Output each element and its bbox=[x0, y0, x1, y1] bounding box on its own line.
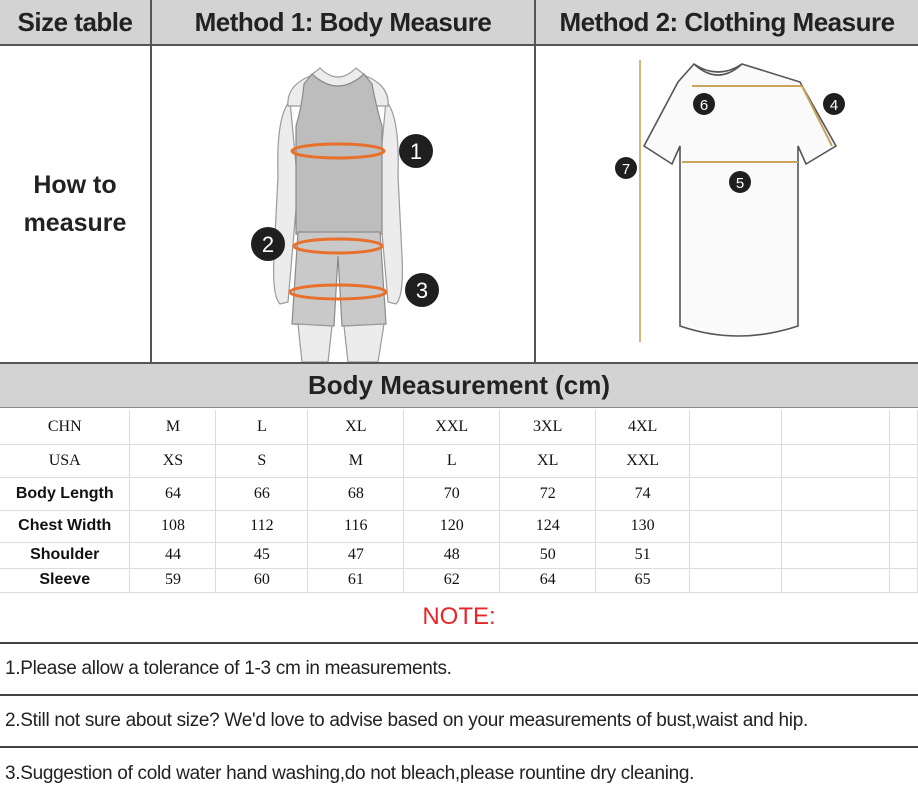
table-cell: S bbox=[216, 444, 308, 477]
table-cell: 116 bbox=[308, 510, 404, 542]
row-label: CHN bbox=[0, 410, 130, 444]
how-to-label: How to bbox=[33, 171, 117, 199]
method1-title: Method 1: Body Measure bbox=[194, 6, 492, 37]
table-cell: 68 bbox=[308, 477, 404, 510]
measure-label: measure bbox=[23, 209, 127, 237]
table-row bbox=[0, 510, 918, 542]
table-cell: M bbox=[130, 410, 216, 444]
empty-cell bbox=[782, 410, 890, 444]
svg-text:2: 2 bbox=[261, 232, 275, 257]
table-row bbox=[0, 410, 918, 444]
body-measure-panel bbox=[152, 46, 536, 362]
svg-text:7: 7 bbox=[621, 161, 631, 178]
body-measurement-band bbox=[0, 362, 918, 408]
table-cell: 64 bbox=[500, 568, 596, 592]
empty-cell bbox=[690, 444, 782, 477]
table-cell: M bbox=[308, 444, 404, 477]
table-cell: L bbox=[216, 410, 308, 444]
table-cell: 112 bbox=[216, 510, 308, 542]
table-cell: XS bbox=[130, 444, 216, 477]
note-item-3: 3.Suggestion of cold water hand washing,do not bleach,please rountine dry cleaning. bbox=[0, 746, 918, 800]
table-cell: 64 bbox=[130, 477, 216, 510]
clothing-measure-panel bbox=[536, 46, 918, 362]
table-cell: 48 bbox=[404, 542, 500, 568]
row-label: USA bbox=[0, 444, 130, 477]
table-cell: 74 bbox=[596, 477, 690, 510]
table-cell: 44 bbox=[130, 542, 216, 568]
size-table bbox=[0, 410, 918, 593]
size-table-title: Size table bbox=[17, 6, 133, 37]
table-cell: 45 bbox=[216, 542, 308, 568]
method2-header bbox=[536, 0, 918, 46]
marker-4 bbox=[823, 93, 845, 115]
notes-section bbox=[0, 592, 918, 800]
table-cell: L bbox=[404, 444, 500, 477]
table-cell: 130 bbox=[596, 510, 690, 542]
empty-cell bbox=[690, 410, 782, 444]
svg-text:1: 1 bbox=[409, 139, 423, 164]
table-cell: XL bbox=[500, 444, 596, 477]
table-row bbox=[0, 477, 918, 510]
table-cell: 66 bbox=[216, 477, 308, 510]
table-cell: 61 bbox=[308, 568, 404, 592]
marker-1 bbox=[399, 134, 433, 168]
note-item-1: 1.Please allow a tolerance of 1-3 cm in measurements. bbox=[0, 642, 918, 694]
table-cell: 70 bbox=[404, 477, 500, 510]
svg-text:6: 6 bbox=[699, 97, 709, 114]
table-cell: 47 bbox=[308, 542, 404, 568]
empty-cell bbox=[782, 477, 890, 510]
table-cell: 62 bbox=[404, 568, 500, 592]
table-cell: 59 bbox=[130, 568, 216, 592]
empty-cell bbox=[690, 477, 782, 510]
table-cell: 51 bbox=[596, 542, 690, 568]
table-cell: 120 bbox=[404, 510, 500, 542]
table-cell: 65 bbox=[596, 568, 690, 592]
table-cell: 72 bbox=[500, 477, 596, 510]
table-cell: 3XL bbox=[500, 410, 596, 444]
table-row bbox=[0, 444, 918, 477]
how-to-measure-cell bbox=[0, 46, 152, 362]
table-cell: 60 bbox=[216, 568, 308, 592]
empty-cell bbox=[889, 410, 917, 444]
marker-3 bbox=[405, 273, 439, 307]
table-cell: 50 bbox=[500, 542, 596, 568]
method2-title: Method 2: Clothing Measure bbox=[559, 6, 895, 37]
note-title: NOTE: bbox=[422, 603, 496, 630]
marker-7 bbox=[615, 157, 637, 179]
row-label: Body Length bbox=[0, 477, 130, 510]
table-row bbox=[0, 542, 918, 568]
table-cell: 124 bbox=[500, 510, 596, 542]
body-figure-illustration bbox=[152, 46, 534, 362]
empty-cell bbox=[889, 444, 917, 477]
note-item-2: 2.Still not sure about size? We'd love to advise based on your measurements of bust,waist and hip. bbox=[0, 694, 918, 746]
table-cell: XL bbox=[308, 410, 404, 444]
tshirt-illustration bbox=[536, 46, 918, 362]
empty-cell bbox=[690, 568, 782, 592]
svg-text:5: 5 bbox=[735, 175, 745, 192]
empty-cell bbox=[690, 510, 782, 542]
empty-cell bbox=[889, 542, 917, 568]
table-cell: 108 bbox=[130, 510, 216, 542]
empty-cell bbox=[782, 444, 890, 477]
table-row bbox=[0, 568, 918, 592]
table-cell: 4XL bbox=[596, 410, 690, 444]
row-label: Shoulder bbox=[0, 542, 130, 568]
size-table-header bbox=[0, 0, 152, 46]
row-label: Sleeve bbox=[0, 568, 130, 592]
table-cell: XXL bbox=[404, 410, 500, 444]
svg-text:3: 3 bbox=[415, 278, 429, 303]
marker-6 bbox=[693, 93, 715, 115]
marker-2 bbox=[251, 227, 285, 261]
empty-cell bbox=[889, 477, 917, 510]
table-cell: XXL bbox=[596, 444, 690, 477]
empty-cell bbox=[782, 568, 890, 592]
marker-5 bbox=[729, 171, 751, 193]
empty-cell bbox=[782, 542, 890, 568]
row-label: Chest Width bbox=[0, 510, 130, 542]
empty-cell bbox=[690, 542, 782, 568]
method1-header bbox=[152, 0, 536, 46]
svg-text:4: 4 bbox=[829, 97, 839, 114]
body-measurement-title: Body Measurement (cm) bbox=[308, 370, 610, 400]
empty-cell bbox=[889, 568, 917, 592]
empty-cell bbox=[889, 510, 917, 542]
empty-cell bbox=[782, 510, 890, 542]
